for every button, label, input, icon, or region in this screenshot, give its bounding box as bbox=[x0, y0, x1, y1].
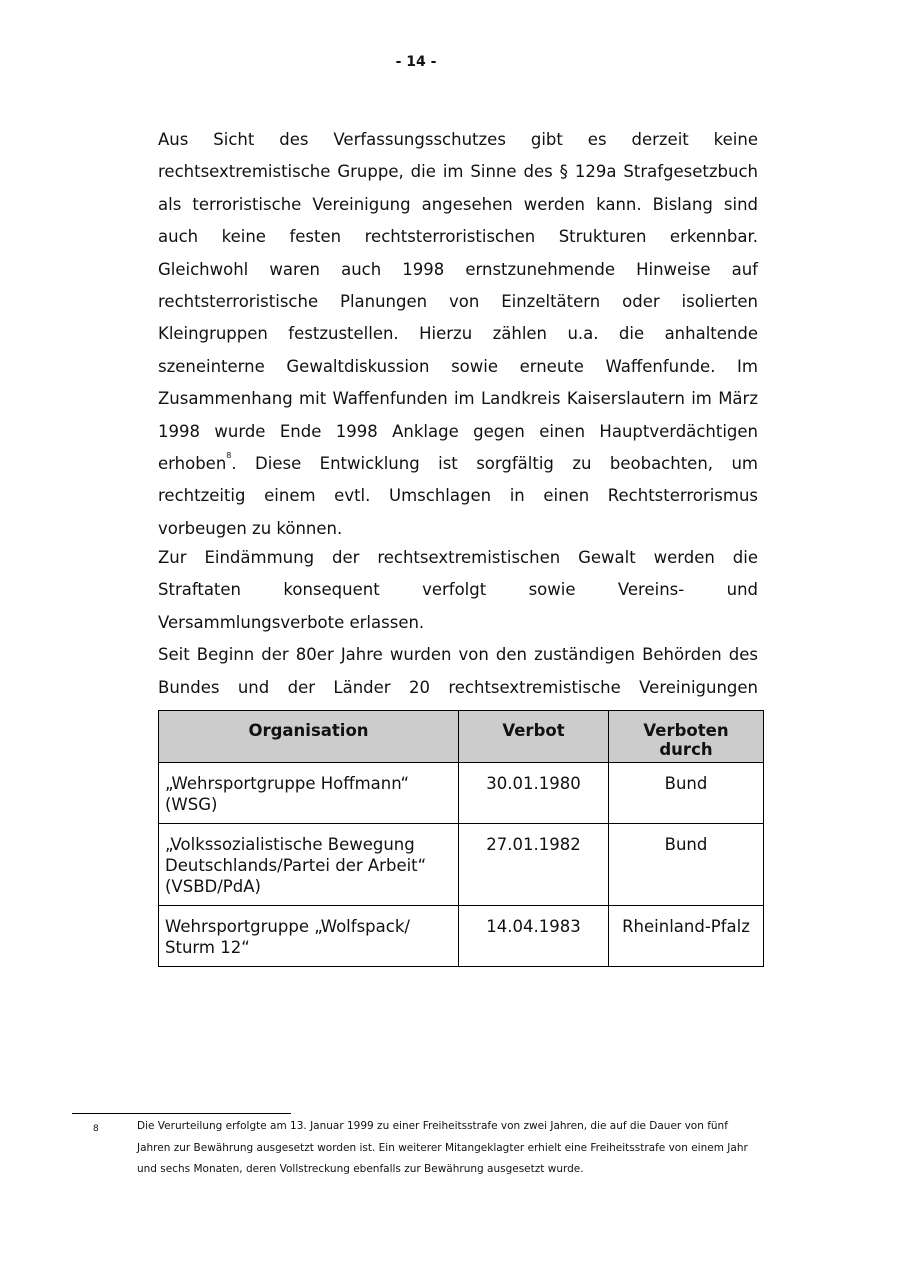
footnote-number: 8 bbox=[93, 1124, 99, 1134]
cell-verboten-durch: Bund bbox=[609, 763, 764, 824]
cell-organisation: „Wehrsportgruppe Hoffmann“ (WSG) bbox=[159, 763, 459, 824]
table-row bbox=[159, 763, 764, 824]
banned-organisations-table bbox=[158, 710, 764, 967]
header-verboten-durch: Verboten durch bbox=[609, 711, 764, 763]
page-number: - 14 - bbox=[395, 54, 437, 70]
cell-organisation: „Volkssozialistische Bewegung Deutschlands/Partei der Arbeit“ (VSBD/PdA) bbox=[159, 824, 459, 906]
table-header-row bbox=[159, 711, 764, 763]
cell-verboten-durch: Rheinland-Pfalz bbox=[609, 906, 764, 967]
header-verbot: Verbot bbox=[459, 711, 609, 763]
paragraph-1-text-continued: . Diese Entwicklung ist sorgfältig zu beobachten, um rechtzeitig einem evtl. Umschlagen in einen Rechtsterrorismus vorbeugen zu können. bbox=[158, 454, 758, 538]
footnote-divider bbox=[72, 1113, 291, 1114]
footnote-reference[interactable]: 8 bbox=[226, 451, 232, 461]
paragraph-2-line-1: Zur Eindämmung der rechtsextremistischen Gewalt werden die Straftaten konsequent verfolgt sowie Vereins- und Versammlungsverbote erlassen. bbox=[158, 548, 758, 632]
paragraph-2-line-2: Seit Beginn der 80er Jahre wurden von den zuständigen Behörden des Bundes und der Länder 20 rechtsextremistische Vereinigungen bbox=[158, 645, 758, 697]
cell-organisation: Wehrsportgruppe „Wolfspack/ Sturm 12“ bbox=[159, 906, 459, 967]
body-paragraph-1 bbox=[158, 124, 758, 545]
paragraph-1-text: Aus Sicht des Verfassungsschutzes gibt es derzeit keine rechtsextremistische Gruppe, die im Sinne des § 129a Strafgesetzbuch als terroristische Vereinigung angesehen werden kann. Bislang sind auch keine festen rechtsterroristischen Strukturen erkennbar. Gleichwohl waren auch 1998 ernstzunehmende Hinweise auf rechtsterroristische Planungen von Einzeltätern oder isolierten Kleingruppen festzustellen. Hierzu zählen u.a. die anhaltende szeneinterne Gewaltdiskussion sowie erneute Waffenfunde. Im Zusammenhang mit Waffenfunden im Landkreis Kaiserslautern im März 1998 wurde Ende 1998 Anklage gegen einen Hauptverdächtigen erhoben bbox=[158, 130, 758, 474]
body-paragraph-2 bbox=[158, 542, 758, 736]
table-row bbox=[159, 906, 764, 967]
cell-verbot: 30.01.1980 bbox=[459, 763, 609, 824]
cell-verboten-durch: Bund bbox=[609, 824, 764, 906]
cell-verbot: 27.01.1982 bbox=[459, 824, 609, 906]
footnote-text: Die Verurteilung erfolgte am 13. Januar 1999 zu einer Freiheitsstrafe von zwei Jahren, die auf die Dauer von fünf Jahren zur Bewährung ausgesetzt worden ist. Ein weiterer Mitangeklagter erhielt eine Freiheitsstrafe von einem Jahr und sechs Monaten, deren Vollstreckung ebenfalls zur Bewährung ausgesetzt wurde. bbox=[137, 1120, 748, 1175]
cell-verbot: 14.04.1983 bbox=[459, 906, 609, 967]
header-organisation: Organisation bbox=[159, 711, 459, 763]
table-row bbox=[159, 824, 764, 906]
